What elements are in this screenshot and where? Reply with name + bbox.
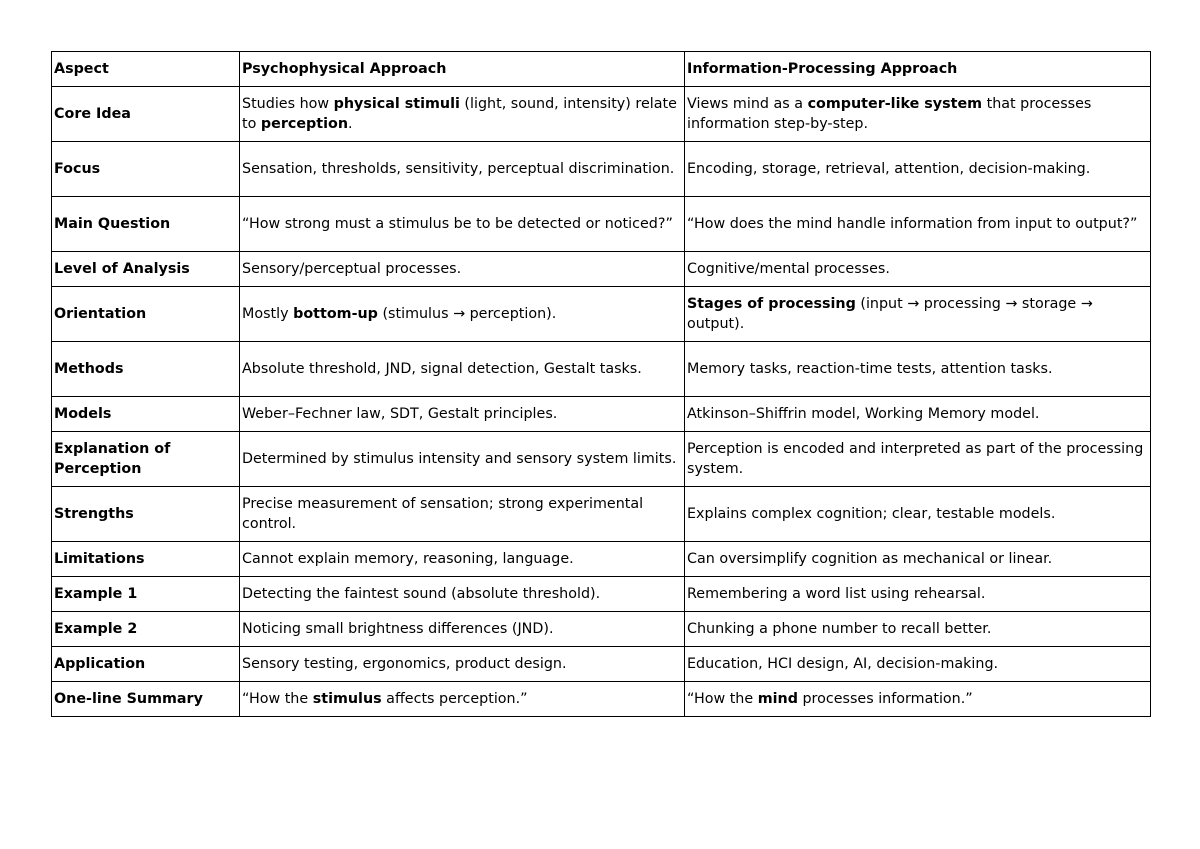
cell-text: Determined by stimulus intensity and sensory system limits. <box>242 451 677 467</box>
table-row <box>52 432 1151 487</box>
information-processing-cell <box>685 252 1151 287</box>
comparison-table-body <box>52 52 1151 717</box>
cell-text: (input → processing → storage → output). <box>687 296 1093 332</box>
comparison-table <box>51 51 1151 717</box>
cell-text: “How the <box>242 691 313 707</box>
cell-text: Sensory/perceptual processes. <box>242 261 462 277</box>
aspect-cell: Level of Analysis <box>52 252 240 287</box>
information-processing-cell <box>685 87 1151 142</box>
aspect-cell: Methods <box>52 342 240 397</box>
table-row <box>52 612 1151 647</box>
information-processing-cell <box>685 542 1151 577</box>
psychophysical-cell <box>240 682 685 717</box>
cell-text: . <box>348 116 353 132</box>
cell-text: processes information.” <box>797 691 973 707</box>
information-processing-cell <box>685 287 1151 342</box>
cell-text: (stimulus → perception). <box>377 306 557 322</box>
cell-text: Noticing small brightness differences (JND). <box>242 621 554 637</box>
information-processing-cell <box>685 612 1151 647</box>
cell-text: Absolute threshold, JND, signal detection, Gestalt tasks. <box>242 361 642 377</box>
psychophysical-cell <box>240 342 685 397</box>
table-row <box>52 87 1151 142</box>
information-processing-cell <box>685 577 1151 612</box>
aspect-cell: One-line Summary <box>52 682 240 717</box>
information-processing-cell <box>685 142 1151 197</box>
bold-term: computer-like system <box>807 96 983 112</box>
psychophysical-cell <box>240 647 685 682</box>
table-row <box>52 252 1151 287</box>
cell-text: Detecting the faintest sound (absolute threshold). <box>242 586 601 602</box>
aspect-cell: Strengths <box>52 487 240 542</box>
cell-text: Cannot explain memory, reasoning, language. <box>242 551 574 567</box>
cell-text: affects perception.” <box>381 691 528 707</box>
cell-text: Studies how <box>242 96 334 112</box>
cell-text: (light, sound, intensity) relate to <box>242 96 677 132</box>
cell-text: Sensation, thresholds, sensitivity, perceptual discrimination. <box>242 161 675 177</box>
aspect-cell: Orientation <box>52 287 240 342</box>
cell-text: Weber–Fechner law, SDT, Gestalt principles. <box>242 406 558 422</box>
cell-text: Can oversimplify cognition as mechanical or linear. <box>687 551 1053 567</box>
cell-text: “How does the mind handle information from input to output?” <box>687 216 1138 232</box>
information-processing-cell <box>685 197 1151 252</box>
bold-term: perception <box>260 116 349 132</box>
aspect-cell: Explanation of Perception <box>52 432 240 487</box>
information-processing-cell <box>685 342 1151 397</box>
bold-term: Stages of processing <box>687 296 856 312</box>
psychophysical-cell <box>240 432 685 487</box>
aspect-cell: Main Question <box>52 197 240 252</box>
psychophysical-cell <box>240 142 685 197</box>
aspect-cell: Core Idea <box>52 87 240 142</box>
aspect-cell: Focus <box>52 142 240 197</box>
header-row <box>52 52 1151 87</box>
table-row <box>52 197 1151 252</box>
bold-term: mind <box>757 691 798 707</box>
header-aspect: Aspect <box>52 52 240 87</box>
bold-term: physical stimuli <box>333 96 460 112</box>
table-row <box>52 542 1151 577</box>
psychophysical-cell <box>240 612 685 647</box>
header-psychophysical: Psychophysical Approach <box>240 52 685 87</box>
cell-text: that processes information step-by-step. <box>687 96 1092 132</box>
cell-text: Cognitive/mental processes. <box>687 261 890 277</box>
aspect-cell: Example 2 <box>52 612 240 647</box>
psychophysical-cell <box>240 87 685 142</box>
table-row <box>52 287 1151 342</box>
header-information-processing: Information-Processing Approach <box>685 52 1151 87</box>
information-processing-cell <box>685 397 1151 432</box>
cell-text: Education, HCI design, AI, decision-making. <box>687 656 999 672</box>
cell-text: Memory tasks, reaction-time tests, attention tasks. <box>687 361 1053 377</box>
aspect-cell: Example 1 <box>52 577 240 612</box>
aspect-cell: Models <box>52 397 240 432</box>
table-row <box>52 487 1151 542</box>
cell-text: Atkinson–Shiffrin model, Working Memory model. <box>687 406 1040 422</box>
bold-term: stimulus <box>312 691 382 707</box>
cell-text: Perception is encoded and interpreted as part of the processing system. <box>687 441 1144 477</box>
information-processing-cell <box>685 487 1151 542</box>
information-processing-cell <box>685 682 1151 717</box>
cell-text: Encoding, storage, retrieval, attention, decision-making. <box>687 161 1091 177</box>
information-processing-cell <box>685 647 1151 682</box>
table-row <box>52 577 1151 612</box>
table-row <box>52 342 1151 397</box>
cell-text: Explains complex cognition; clear, testable models. <box>687 506 1056 522</box>
psychophysical-cell <box>240 487 685 542</box>
aspect-cell: Application <box>52 647 240 682</box>
aspect-cell: Limitations <box>52 542 240 577</box>
psychophysical-cell <box>240 287 685 342</box>
cell-text: Precise measurement of sensation; strong experimental control. <box>242 496 644 532</box>
psychophysical-cell <box>240 197 685 252</box>
table-row <box>52 397 1151 432</box>
information-processing-cell <box>685 432 1151 487</box>
table-row <box>52 142 1151 197</box>
cell-text: “How the <box>687 691 758 707</box>
psychophysical-cell <box>240 577 685 612</box>
psychophysical-cell <box>240 397 685 432</box>
cell-text: Mostly <box>242 306 294 322</box>
psychophysical-cell <box>240 542 685 577</box>
cell-text: Remembering a word list using rehearsal. <box>687 586 986 602</box>
cell-text: Sensory testing, ergonomics, product design. <box>242 656 567 672</box>
table-row <box>52 647 1151 682</box>
psychophysical-cell <box>240 252 685 287</box>
cell-text: “How strong must a stimulus be to be detected or noticed?” <box>242 216 673 232</box>
table-row <box>52 682 1151 717</box>
bold-term: bottom-up <box>293 306 378 322</box>
cell-text: Chunking a phone number to recall better. <box>687 621 992 637</box>
cell-text: Views mind as a <box>687 96 808 112</box>
